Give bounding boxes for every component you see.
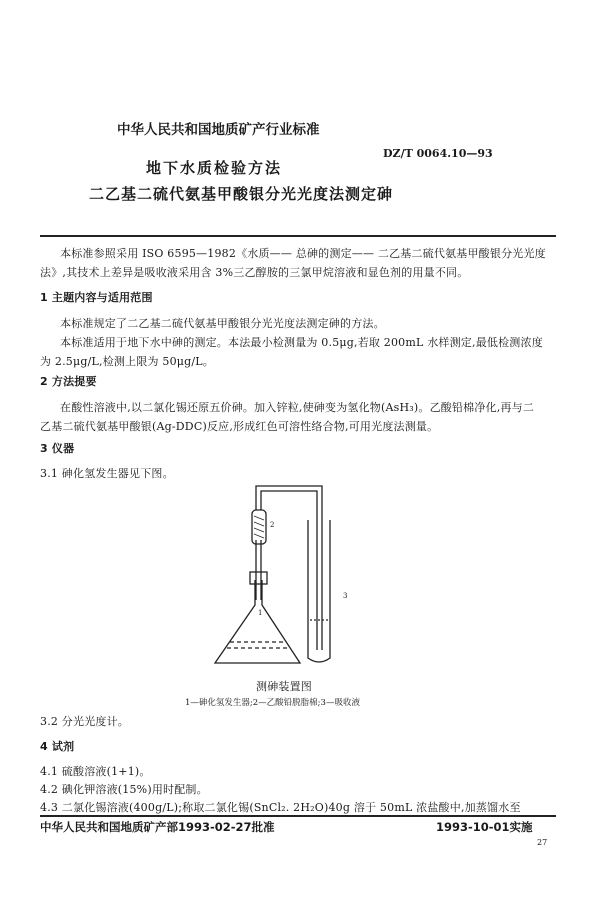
absorption-tube bbox=[308, 520, 330, 662]
stopper bbox=[250, 572, 267, 584]
section-1-heading: 1 主题内容与适用范围 bbox=[40, 291, 153, 304]
flask bbox=[215, 580, 300, 663]
reagent-item: 4.3 二氯化锡溶液(400g/L);称取二氯化锡(SnCl₂. 2H₂O)40g 溶于 50mL 浓盐酸中,加蒸馏水至 bbox=[40, 801, 521, 814]
section-1-line: 本标准适用于地下水中砷的测定。本法最小检测量为 0.5μg,若取 200mL 水样测定,最低检测浓度 bbox=[60, 336, 543, 349]
figure-legend: 1—砷化氢发生器;2—乙酸铅脱脂棉;3—吸收液 bbox=[185, 698, 360, 708]
section-2-line: 乙基二硫代氨基甲酸银(Ag-DDC)反应,形成红色可溶性络合物,可用光度法测量。 bbox=[40, 420, 439, 433]
figure-label: 2 bbox=[270, 521, 275, 529]
header-rule bbox=[40, 235, 556, 237]
footer-rule bbox=[40, 815, 556, 817]
figure-caption: 测砷装置图 bbox=[256, 680, 312, 693]
lead-acetate-cotton-tube bbox=[252, 510, 266, 544]
delivery-tube bbox=[256, 540, 261, 600]
figure-label: 3 bbox=[343, 592, 348, 600]
approval-note: 中华人民共和国地质矿产部1993-02-27批准 bbox=[40, 820, 275, 834]
connecting-tube bbox=[256, 486, 322, 650]
section-1-line: 为 2.5μg/L,检测上限为 50μg/L。 bbox=[40, 355, 214, 368]
title-line-2: 二乙基二硫代氨基甲酸银分光光度法测定砷 bbox=[89, 185, 394, 203]
section-2-line: 在酸性溶液中,以二氯化锡还原五价砷。加入锌粒,使砷变为氢化物(AsH₃)。乙酸铅棉净化,再与二 bbox=[60, 401, 535, 414]
section-3-item-1: 3.1 砷化氢发生器见下图。 bbox=[40, 467, 174, 480]
title-line-1: 地下水质检验方法 bbox=[146, 159, 283, 177]
reagent-item: 4.2 碘化钾溶液(15%)用时配制。 bbox=[40, 783, 208, 796]
issuing-body-heading: 中华人民共和国地质矿产行业标准 bbox=[117, 122, 320, 138]
figure-label: 1 bbox=[258, 609, 263, 617]
section-3-item-2: 3.2 分光光度计。 bbox=[40, 715, 129, 728]
page-number: 27 bbox=[537, 838, 548, 847]
section-2-heading: 2 方法提要 bbox=[40, 375, 97, 388]
effective-date: 1993-10-01实施 bbox=[436, 820, 533, 834]
arsine-apparatus-figure bbox=[200, 480, 370, 670]
foreword-line: 本标准参照采用 ISO 6595—1982《水质—— 总砷的测定—— 二乙基二硫代氨基甲酸银分光光度 bbox=[60, 247, 546, 260]
section-1-line: 本标准规定了二乙基二硫代氨基甲酸银分光光度法测定砷的方法。 bbox=[60, 317, 385, 330]
reagent-item: 4.1 硫酸溶液(1+1)。 bbox=[40, 765, 151, 778]
standard-code: DZ/T 0064.10—93 bbox=[383, 147, 493, 160]
foreword-line: 法》,其技术上差异是吸收液采用含 3%三乙醇胺的三氯甲烷溶液和显色剂的用量不同。 bbox=[40, 266, 469, 279]
section-4-heading: 4 试剂 bbox=[40, 740, 75, 753]
section-3-heading: 3 仪器 bbox=[40, 442, 75, 455]
